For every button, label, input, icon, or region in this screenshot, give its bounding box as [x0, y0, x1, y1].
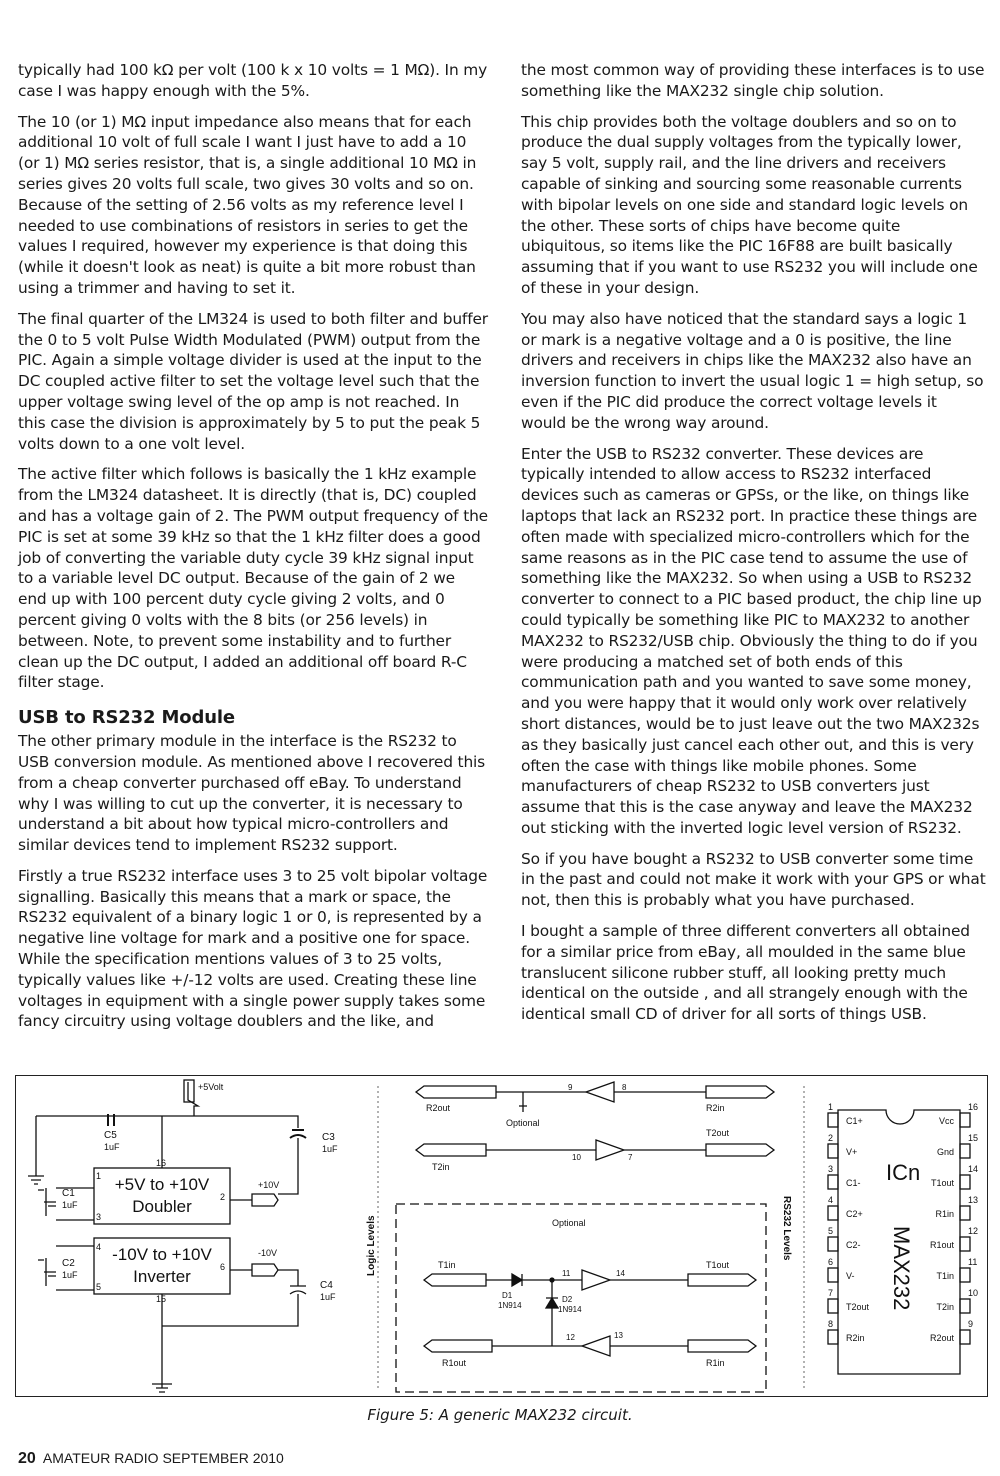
- ic-pin-number: 2: [828, 1133, 834, 1143]
- ic-pin-label: C1+: [846, 1116, 863, 1126]
- ic-pin-label: T1in: [936, 1271, 954, 1281]
- ic-pin-number: 10: [968, 1288, 979, 1298]
- ic-pin-number: 9: [968, 1319, 974, 1329]
- ic-pin-label: R2out: [929, 1333, 954, 1343]
- paragraph: the most common way of providing these interfaces is to use something like the MAX232 single chip solution.: [521, 61, 985, 100]
- ic-pin-number: 4: [828, 1195, 834, 1205]
- ic-pin-number: 1: [828, 1102, 834, 1112]
- r1out-label: R1out: [442, 1358, 467, 1368]
- paragraph: Firstly a true RS232 interface uses 3 to 25 volt bipolar voltage signalling. Basically this means that a mark or space, the RS232 equivalent of a binary logic 1 or 0, is represented by a negative line voltage for mark and a positive one for space. While the specification mentions values of 3 to 25 volts, typically values like +/-12 volts are used. Creating these line voltages in equipment with a single power supply takes some fancy circuitry using voltage doublers and the like, and: [18, 866, 488, 1031]
- paragraph: You may also have noticed that the standard says a logic 1 or mark is a negative voltage and a 0 is positive, the line drivers and receivers in chips like the MAX232 also have an inversion function to invert the usual logic 1 = high setup, so even if the PIC did produce the correct voltage levels it would be the wrong way around.: [521, 309, 984, 432]
- r2-buffer: [586, 1082, 614, 1102]
- paragraph: The active filter which follows is basically the 1 kHz example from the LM324 datasheet. It is directly (that is, DC) coupled and has a voltage gain of 2. The PWM output frequency of the PIC is set at some 39 kHz so that the 1 kHz filter does a good job of converting the variable duty cycle 39 kHz signal input to a variable level DC output. Because of the gain of 2 we end up with 100 percent duty cycle giving 2 volts, and 0 percent giving 0 volts with the 8 bits (or 256 levels) in between. Note, to prevent some instability and to further clean up the DC output, I added an additional off board R-C filter stage.: [18, 465, 489, 692]
- c2-capacitor: [38, 1258, 56, 1286]
- pin-11-label: 11: [562, 1269, 571, 1278]
- r2in-connector: [706, 1086, 774, 1098]
- paragraph: The other primary module in the interface is the RS232 to USB conversion module. As mentioned above I recovered this from a cheap converter purchased off eBay. To understand why I was willing to cut up the converter, it is necessary to understand a bit about how typical micro-controllers and similar devices tend to implement RS232 support.: [18, 732, 486, 855]
- paragraph: The 10 (or 1) MΩ input impedance also means that for each additional 10 volt of full scale I want I just have to add a 10 (or 1) MΩ series resistor, that is, a single additional 10 MΩ in series gives 20 volts full scale, two gives 30 volts and so on. Because of the setting of 2.56 volts as my reference level I needed to use combinations of resistors in series to get the values I required, however my experience is that doing this (while it doesn't look as neat) is quite a bit more robust than using a trimmer and having to set it.: [18, 112, 477, 297]
- ic-pin-left: [828, 1175, 838, 1189]
- ic-pin-left: [828, 1206, 838, 1220]
- right-column: [521, 60, 986, 1035]
- optional-top-label: Optional: [506, 1118, 540, 1128]
- ic-ref-label: ICn: [886, 1160, 921, 1185]
- pin-15-label: 15: [156, 1294, 167, 1304]
- r2in-label: R2in: [706, 1103, 725, 1113]
- c4-value: 1uF: [320, 1292, 336, 1302]
- c2-label: C2: [62, 1258, 75, 1269]
- paragraph: The final quarter of the LM324 is used to both filter and buffer the 0 to 5 volt Pulse Width Modulated (PWM) output from the PIC. Again a simple voltage divider is used at the input to the DC coupled active filter to set the voltage level such that the upper voltage swing level of the op amp is not reached. In this case the division is approximately by 5 to put the peak 5 volts down to a one volt level.: [18, 309, 488, 453]
- pin-1-label: 1: [96, 1171, 102, 1181]
- ic-pin-number: 8: [828, 1319, 834, 1329]
- ic-pin-label: Vcc: [938, 1116, 954, 1126]
- rs232-levels-label: RS232 Levels: [781, 1196, 792, 1261]
- left-column: [18, 60, 488, 1042]
- ground-symbol-left: [28, 1116, 44, 1184]
- t2-buffer: [596, 1140, 624, 1160]
- ic-pin-right: [960, 1144, 970, 1158]
- ic-pin-left: [828, 1299, 838, 1313]
- pin-5-label: 5: [96, 1282, 102, 1292]
- page-footer: [18, 1450, 284, 1468]
- ic-pin-right: [960, 1299, 970, 1313]
- ic-pin-label: C1-: [846, 1178, 861, 1188]
- ic-pin-left: [828, 1330, 838, 1344]
- pin-13-label: 13: [614, 1331, 623, 1340]
- ic-pin-label: R2in: [846, 1333, 865, 1343]
- supply-connector: [188, 1082, 198, 1116]
- logic-levels-label: Logic Levels: [366, 1215, 377, 1276]
- figure-max232-circuit: [15, 1075, 988, 1397]
- ic-pin-right: [960, 1330, 970, 1344]
- ic-pin-left: [828, 1237, 838, 1251]
- ic-pin-label: T2out: [846, 1302, 870, 1312]
- inverter-subtitle: Inverter: [133, 1267, 191, 1286]
- c3-capacitor: [290, 1130, 306, 1138]
- c3-wire: [278, 1138, 298, 1194]
- r1in-label: R1in: [706, 1358, 725, 1368]
- schematic-diagram: [16, 1076, 989, 1398]
- doubler-subtitle: Doubler: [132, 1197, 192, 1216]
- supply-terminal: [184, 1080, 194, 1102]
- pin-10-label: 10: [572, 1153, 581, 1162]
- t1in-connector: [424, 1274, 486, 1286]
- ic-pin-left: [828, 1113, 838, 1127]
- ic-pin-left: [828, 1144, 838, 1158]
- ic-name-label: MAX232: [889, 1226, 914, 1311]
- d1-label: D1: [502, 1291, 513, 1300]
- c4-wire: [162, 1294, 298, 1326]
- ic-pin-label: C2-: [846, 1240, 861, 1250]
- section-heading: USB to RS232 Module: [18, 707, 235, 729]
- paragraph: I bought a sample of three different converters all obtained for a similar price from eBay, all moulded in the same blue translucent silicone rubber stuff, all looking pretty much identical on the outside , and all strangely enough with the identical small CD of driver for all sorts of things USB.: [521, 922, 970, 1024]
- ic-pin-number: 7: [828, 1288, 834, 1298]
- pin-9-label: 9: [568, 1083, 573, 1092]
- ic-pin-number: 13: [968, 1195, 979, 1205]
- ic-pin-number: 11: [968, 1257, 978, 1267]
- plus10v-label: +10V: [258, 1180, 280, 1190]
- r2out-connector: [416, 1086, 496, 1098]
- ic-pin-right: [960, 1237, 970, 1251]
- ic-pin-label: R1in: [935, 1209, 954, 1219]
- figure-caption: Figure 5: A generic MAX232 circuit.: [367, 1406, 633, 1424]
- power-section: [28, 1080, 338, 1392]
- ic-pin-number: 14: [968, 1164, 979, 1174]
- ic-pin-number: 6: [828, 1257, 834, 1267]
- minus10v-label: -10V: [258, 1248, 278, 1258]
- r1in-connector: [688, 1340, 756, 1352]
- d1-diode: [512, 1274, 522, 1286]
- page-number: 20: [18, 1450, 36, 1467]
- r2out-label: R2out: [426, 1103, 451, 1113]
- ic-pin-number: 12: [968, 1226, 979, 1236]
- pin-4-label: 4: [96, 1242, 102, 1252]
- ic-pin-label: T1out: [930, 1178, 954, 1188]
- minus10v-connector: [252, 1264, 278, 1276]
- ic-pin-label: V-: [846, 1271, 855, 1281]
- c5-value: 1uF: [104, 1142, 120, 1152]
- c1-value: 1uF: [62, 1200, 78, 1210]
- plus10v-connector: [252, 1194, 278, 1206]
- c1-capacitor: [38, 1188, 56, 1216]
- ic-pin-right: [960, 1175, 970, 1189]
- ic-pin-label: Gnd: [936, 1147, 954, 1157]
- d2-label: D2: [562, 1295, 573, 1304]
- pin-8-label: 8: [622, 1083, 627, 1092]
- r1-buffer: [582, 1336, 610, 1356]
- c5-label: C5: [104, 1130, 117, 1141]
- c3-label: C3: [322, 1132, 335, 1143]
- r1out-connector: [424, 1340, 492, 1352]
- ic-pin-label: V+: [846, 1147, 858, 1157]
- paragraph: typically had 100 kΩ per volt (100 k x 10 volts = 1 MΩ). In my case I was happy enough with the 5%.: [18, 61, 488, 100]
- d2-diode: [546, 1298, 558, 1308]
- paragraph: This chip provides both the voltage doublers and so on to produce the dual supply voltages from the typically lower, say 5 volt, supply rail, and the line drivers and receivers capable of sinking and sourcing some reasonable currents with bipolar levels on one side and standard logic levels on the other. These sorts of chips have become quite ubiquitous, so items like the PIC 16F88 are built basically assuming that if you want to use RS232 you will include one of these in your design.: [521, 112, 978, 297]
- ic-pin-label: C2+: [846, 1209, 863, 1219]
- pin-3-label: 3: [96, 1212, 102, 1222]
- optional-box-label: Optional: [552, 1218, 586, 1228]
- doubler-title: +5V to +10V: [114, 1175, 210, 1194]
- t1-buffer: [582, 1270, 610, 1290]
- d1-part-label: 1N914: [498, 1301, 522, 1310]
- c4-capacitor: [278, 1270, 306, 1294]
- ic-pin-number: 16: [968, 1102, 979, 1112]
- ic-pin-right: [960, 1268, 970, 1282]
- optional-link: [519, 1092, 527, 1112]
- c3-value: 1uF: [322, 1144, 338, 1154]
- pin-7-label: 7: [628, 1153, 633, 1162]
- driver-section: [366, 1082, 792, 1392]
- inverter-title: -10V to +10V: [112, 1245, 212, 1264]
- t2in-label: T2in: [432, 1162, 450, 1172]
- pin-16-label: 16: [156, 1158, 167, 1168]
- c2-value: 1uF: [62, 1270, 78, 1280]
- t1out-connector: [688, 1274, 756, 1286]
- t2out-label: T2out: [706, 1128, 730, 1138]
- t1in-label: T1in: [438, 1260, 456, 1270]
- pin-14-label: 14: [616, 1269, 625, 1278]
- ic-pin-number: 5: [828, 1226, 834, 1236]
- t2out-connector: [706, 1144, 774, 1156]
- ic-pinout: [828, 1102, 978, 1374]
- ic-pin-number: 15: [968, 1133, 979, 1143]
- ic-pin-right: [960, 1206, 970, 1220]
- pin-12-label: 12: [566, 1333, 575, 1342]
- t2in-connector: [416, 1144, 486, 1156]
- ground-symbol-bottom: [152, 1294, 172, 1392]
- paragraph: Enter the USB to RS232 converter. These devices are typically intended to allow access to RS232 interfaced devices such as cameras or GPSs, or the like, on things like laptops that lack an RS232 port. In practice these things are often made with specialized micro-controllers which for the same reasons as in the PIC case tend to assume the use of something like the MAX232. So when using a USB to RS232 converter to connect to a PIC based product, the chip line up could typically be something like PIC to MAX232 to another MAX232 to RS232/USB chip. Obviously the thing to do if you were producing a matched set of both ends of this communication path and you wanted to save some money, and you were happy that it would only work over relatively short distances, would be to just leave out the two MAX232s as they basically just cancel each other out, and this is very often the case with things like mobile phones. Some manufacturers of cheap RS232 to USB converters just assume that this is the case anyway and leave the MAX232 out sticking with the inverted logic level version of RS232.: [521, 444, 982, 837]
- d2-part-label: 1N914: [558, 1305, 582, 1314]
- pin-6-label: 6: [220, 1262, 226, 1272]
- ic-pin-label: R1out: [929, 1240, 954, 1250]
- ic-pin-left: [828, 1268, 838, 1282]
- top-rail-wire: [36, 1116, 298, 1128]
- c1-label: C1: [62, 1188, 75, 1199]
- ic-pin-number: 3: [828, 1164, 834, 1174]
- pin-2-label: 2: [220, 1192, 226, 1202]
- ic-pin-label: T2in: [936, 1302, 954, 1312]
- c4-label: C4: [320, 1280, 333, 1291]
- t1out-label: T1out: [706, 1260, 730, 1270]
- paragraph: So if you have bought a RS232 to USB converter some time in the past and could not make it work with your GPS or what not, then this is probably what you have purchased.: [521, 849, 986, 910]
- ic-pin-right: [960, 1113, 970, 1127]
- publication-line: AMATEUR RADIO SEPTEMBER 2010: [42, 1450, 284, 1466]
- supply-label: +5Volt: [198, 1082, 224, 1092]
